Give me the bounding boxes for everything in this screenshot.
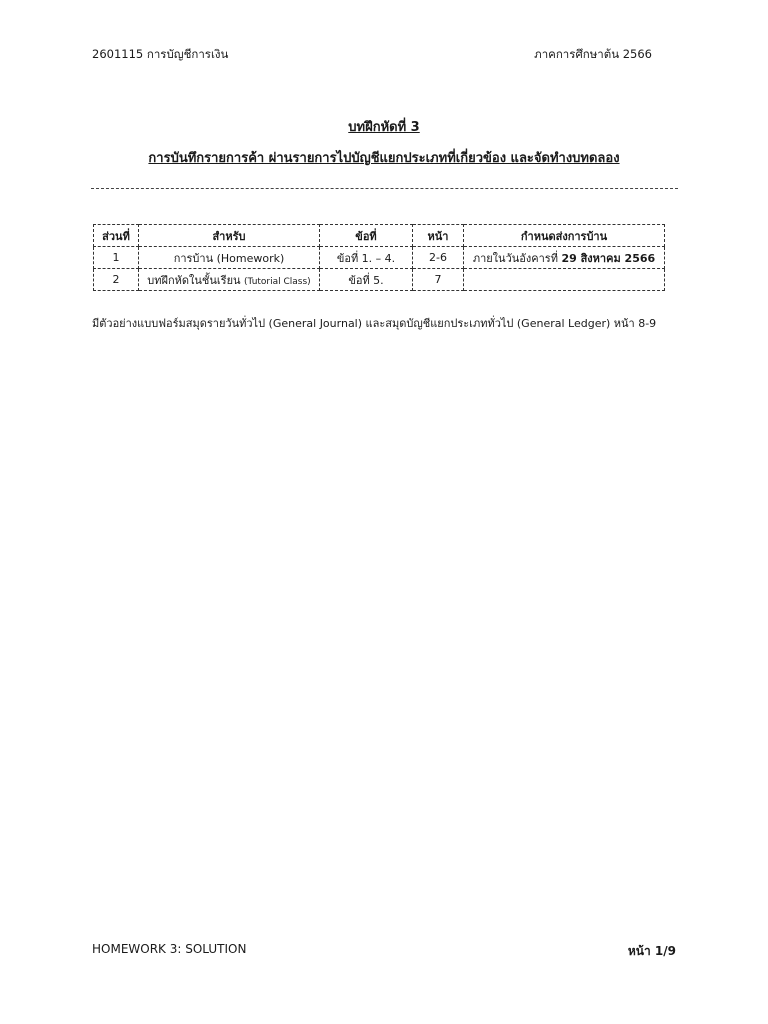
cell-due xyxy=(464,247,665,269)
cell-part: 1 xyxy=(94,247,139,269)
footer-title: HOMEWORK 3: SOLUTION xyxy=(92,942,247,956)
cell-due xyxy=(464,269,665,291)
cell-for xyxy=(139,247,320,269)
cell-questions: ข้อที่ 1. – 4. xyxy=(320,247,413,269)
due-date: 29 สิงหาคม 2566 xyxy=(561,251,656,265)
header-page: หน้า xyxy=(413,225,464,247)
cell-for-main: การบ้าน (Homework) xyxy=(173,251,285,265)
forms-note: มีตัวอย่างแบบฟอร์มสมุดรายวันทั่วไป (General Journal) และสมุดบัญชีแยกประเภททั่วไป (General Ledger) หน้า 8-9 xyxy=(92,317,657,330)
cell-page: 2-6 xyxy=(413,247,464,269)
page-number: หน้า 1/9 xyxy=(627,944,676,958)
table-row xyxy=(94,247,665,269)
cell-for xyxy=(139,269,320,291)
due-prefix: ภายในวันอังคารที่ xyxy=(472,251,562,265)
course-code-name: 2601115 การบัญชีการเงิน xyxy=(92,47,229,61)
cell-for-small: (Tutorial Class) xyxy=(244,276,311,287)
assignment-table xyxy=(93,224,665,291)
header-due: กำหนดส่งการบ้าน xyxy=(464,225,665,247)
cell-for-main: บทฝึกหัดในชั้นเรียน xyxy=(147,273,245,287)
page-footer xyxy=(92,942,676,961)
cell-questions: ข้อที่ 5. xyxy=(320,269,413,291)
page-header xyxy=(92,46,652,64)
header-for: สำหรับ xyxy=(139,225,320,247)
cell-part: 2 xyxy=(94,269,139,291)
semester-label: ภาคการศึกษาต้น 2566 xyxy=(534,47,652,61)
table-header-row xyxy=(94,225,665,247)
header-questions: ข้อที่ xyxy=(320,225,413,247)
exercise-title: บทฝึกหัดที่ 3 xyxy=(348,120,420,135)
cell-page: 7 xyxy=(413,269,464,291)
header-part: ส่วนที่ xyxy=(94,225,139,247)
exercise-subtitle: การบันทึกรายการค้า ผ่านรายการไปบัญชีแยกประเภทที่เกี่ยวข้อง และจัดทำงบทดลอง xyxy=(148,151,620,166)
dashed-divider xyxy=(91,188,678,189)
title-block xyxy=(0,116,768,168)
table-row xyxy=(94,269,665,291)
